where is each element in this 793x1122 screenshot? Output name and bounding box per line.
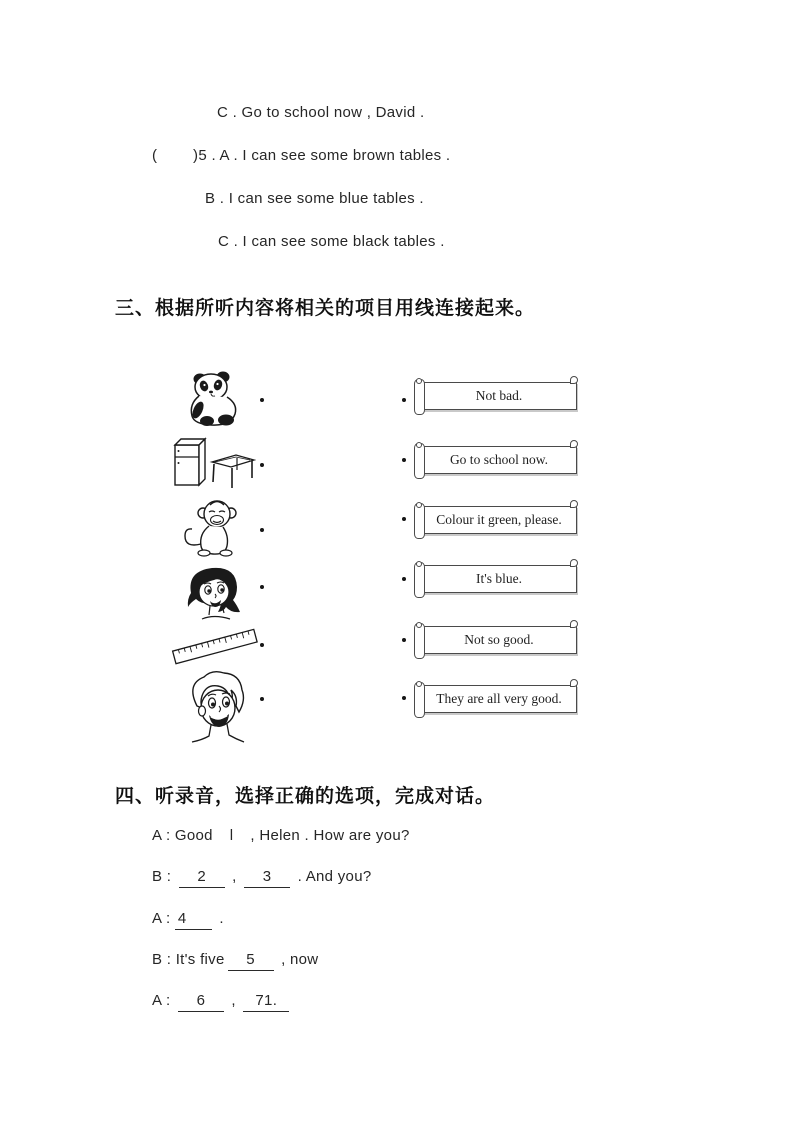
ruler-icon: [170, 626, 260, 668]
match-right-dot-3: [402, 517, 406, 521]
monkey-image: [179, 496, 249, 560]
blank-6: 6: [178, 991, 224, 1012]
ruler-image: [170, 626, 260, 668]
dialogue-text: B : It's five: [152, 951, 225, 968]
banner-text: It's blue.: [476, 571, 522, 586]
banner-text: Go to school now.: [449, 452, 549, 467]
panda-image: [183, 370, 247, 428]
dialogue-text: .: [214, 910, 224, 927]
dialogue-line-4: [152, 950, 318, 971]
blank-2: 2: [179, 867, 225, 888]
dialogue-text: ,: [226, 992, 241, 1009]
scroll-roll-icon: [414, 379, 425, 415]
blank-3: 3: [244, 867, 290, 888]
boy-icon: [184, 668, 250, 748]
banner-text: Not bad.: [475, 388, 523, 403]
match-left-dot-5: [260, 643, 264, 647]
fridge-table-icon: [170, 436, 256, 490]
dialogue-text: . And you?: [293, 868, 372, 885]
banner-text: Not so good.: [464, 632, 534, 647]
dialogue-line-1: [152, 826, 410, 845]
match-right-dot-2: [402, 458, 406, 462]
scroll-curl-icon: [570, 500, 578, 508]
scroll-curl-icon: [570, 620, 578, 628]
match-right-dot-1: [402, 398, 406, 402]
match-right-dot-6: [402, 696, 406, 700]
boy-image: [184, 668, 250, 748]
section3-heading: 三、根据所听内容将相关的项目用线连接起来。: [115, 298, 536, 319]
girl-icon: [184, 563, 244, 625]
scroll-curl-icon: [570, 679, 578, 687]
option-line-c-david: C . Go to school now , David .: [217, 104, 425, 121]
banner-text: They are all very good.: [436, 691, 562, 706]
banner-text: Colour it green, please.: [436, 512, 562, 527]
match-left-dot-1: [260, 398, 264, 402]
scroll-roll-icon: [414, 562, 425, 598]
girl-image: [184, 563, 244, 625]
dialogue-line-3: [152, 909, 224, 930]
option-line-q5-c: C . I can see some black tables .: [218, 233, 445, 250]
phrase-banner-5: [414, 621, 578, 659]
match-left-dot-2: [260, 463, 264, 467]
dialogue-text: B :: [152, 868, 176, 885]
match-right-dot-5: [402, 638, 406, 642]
panda-icon: [183, 370, 247, 428]
dialogue-text: A :: [152, 992, 175, 1009]
blank-1: l: [229, 827, 234, 844]
dialogue-text: , now: [276, 951, 319, 968]
scroll-roll-icon: [414, 623, 425, 659]
match-left-dot-4: [260, 585, 264, 589]
phrase-banner-4: [414, 560, 578, 598]
dialogue-text: A : Good: [152, 827, 213, 844]
dialogue-text: A :: [152, 910, 175, 927]
section4-heading: 四、听录音，选择正确的选项，完成对话。: [115, 786, 496, 807]
phrase-banner-3: [414, 501, 578, 539]
dialogue-text: , Helen . How are you?: [250, 827, 410, 844]
dialogue-line-5: [152, 991, 292, 1012]
dialogue-line-2: [152, 867, 371, 888]
scroll-roll-icon: [414, 443, 425, 479]
blank-4: 4: [175, 909, 212, 930]
blank-7: 71.: [243, 991, 289, 1012]
scroll-curl-icon: [570, 376, 578, 384]
option-line-q5-b: B . I can see some blue tables .: [205, 190, 424, 207]
scroll-curl-icon: [570, 559, 578, 567]
monkey-icon: [179, 496, 249, 560]
match-right-dot-4: [402, 577, 406, 581]
option-line-q5-a: ( )5 . A . I can see some brown tables .: [152, 147, 451, 164]
phrase-banner-6: [414, 680, 578, 718]
phrase-banner-1: [414, 377, 578, 415]
dialogue-text: ,: [227, 868, 242, 885]
scroll-curl-icon: [570, 440, 578, 448]
scroll-roll-icon: [414, 682, 425, 718]
match-left-dot-6: [260, 697, 264, 701]
phrase-banner-2: [414, 441, 578, 479]
fridge-and-table-image: [170, 436, 256, 490]
blank-5: 5: [228, 950, 274, 971]
match-left-dot-3: [260, 528, 264, 532]
scroll-roll-icon: [414, 503, 425, 539]
